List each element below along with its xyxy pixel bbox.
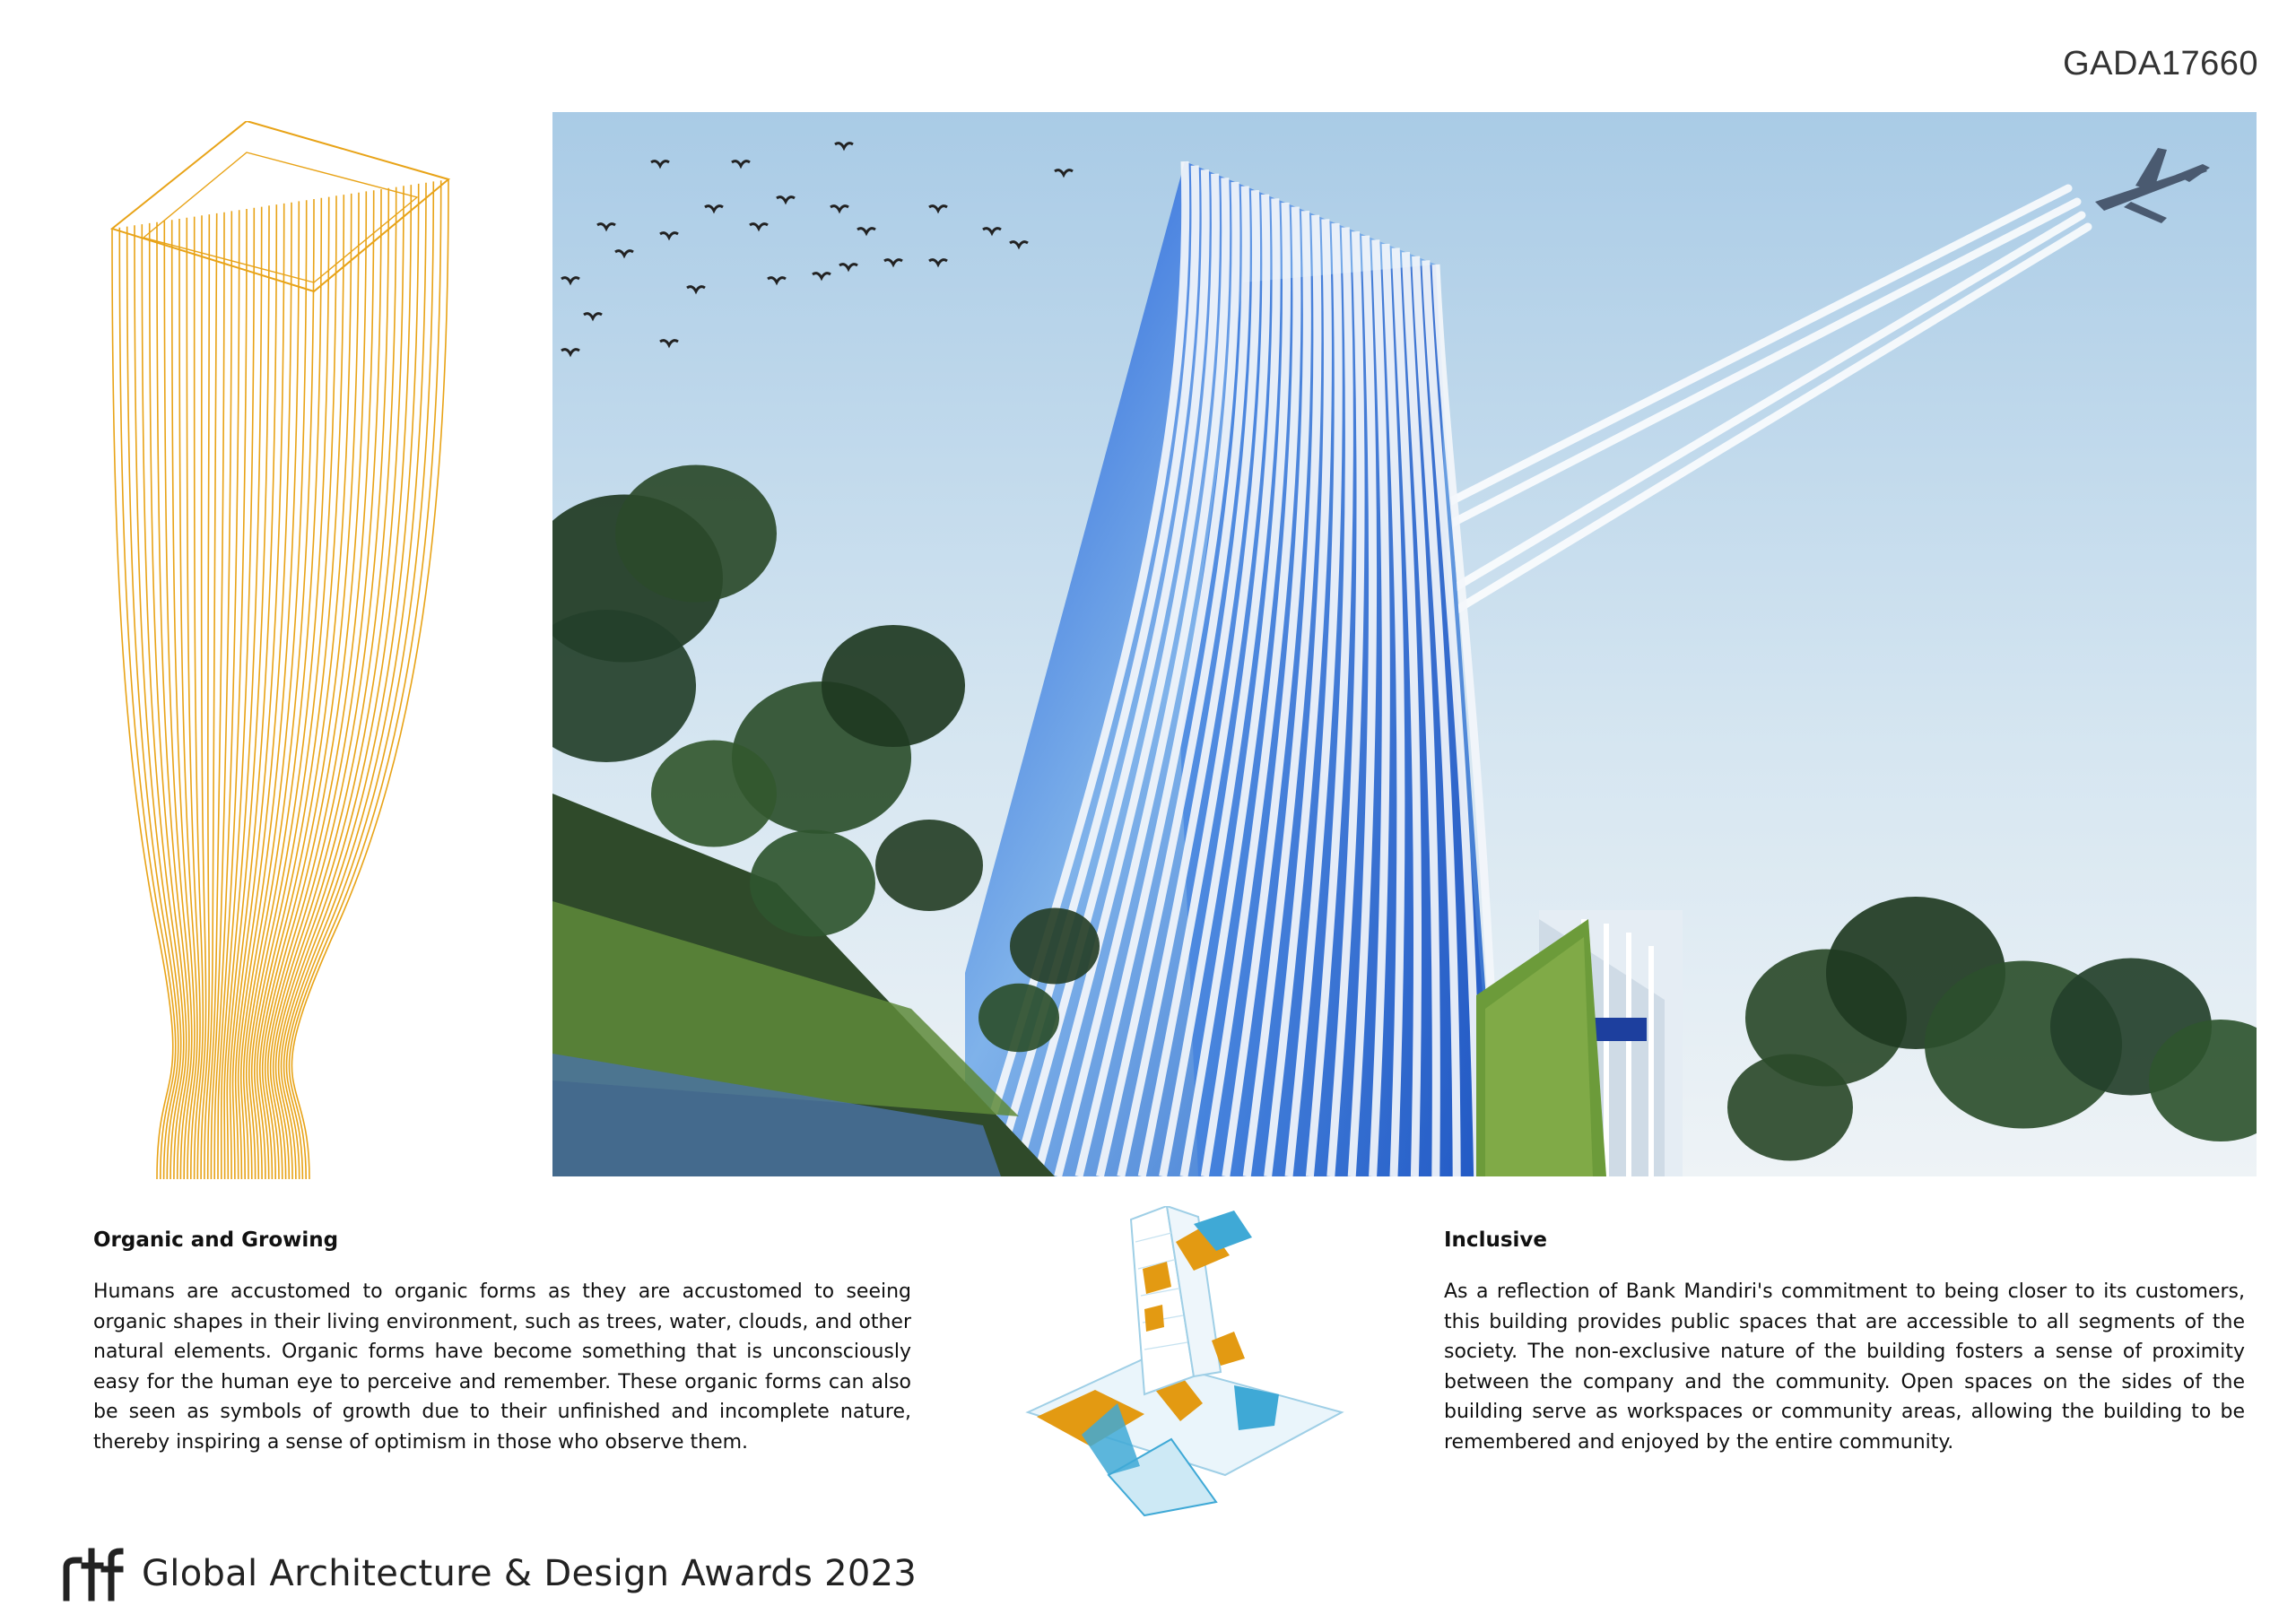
entry-code: GADA17660 xyxy=(2063,45,2258,82)
isometric-diagram-image xyxy=(1010,1206,1361,1529)
section-body: As a reflection of Bank Mandiri's commitment to being closer to its customers, this building provides public spaces that are accessible to all segments of the society. The non-exclusive nature of the building fosters a sense of proximity between the company and the community. Open spaces on the sides of the building serve as workspaces or community areas, allowing the building to be remembered and enjoyed by the entire community. xyxy=(1444,1280,2245,1454)
section-title: Organic and Growing xyxy=(93,1228,339,1252)
tower-render-image xyxy=(552,112,2257,1176)
footer-title: Global Architecture & Design Awards 2023 xyxy=(142,1553,918,1594)
rtf-logo-icon xyxy=(61,1546,126,1601)
section-title: Inclusive xyxy=(1444,1228,1547,1252)
organic-and-growing-section xyxy=(93,1228,911,1457)
wireframe-tower-image xyxy=(94,121,471,1179)
footer xyxy=(61,1542,917,1605)
inclusive-section xyxy=(1444,1228,2245,1457)
section-body: Humans are accustomed to organic forms as they are accustomed to seeing organic shapes in their living environment, such as trees, water, clouds, and other natural elements. Organic forms have become something that is unconsciously easy for the human eye to perceive and remember. These organic forms can also be seen as symbols of growth due to their unfinished and incomplete nature, thereby inspiring a sense of optimism in those who observe them. xyxy=(93,1280,911,1454)
